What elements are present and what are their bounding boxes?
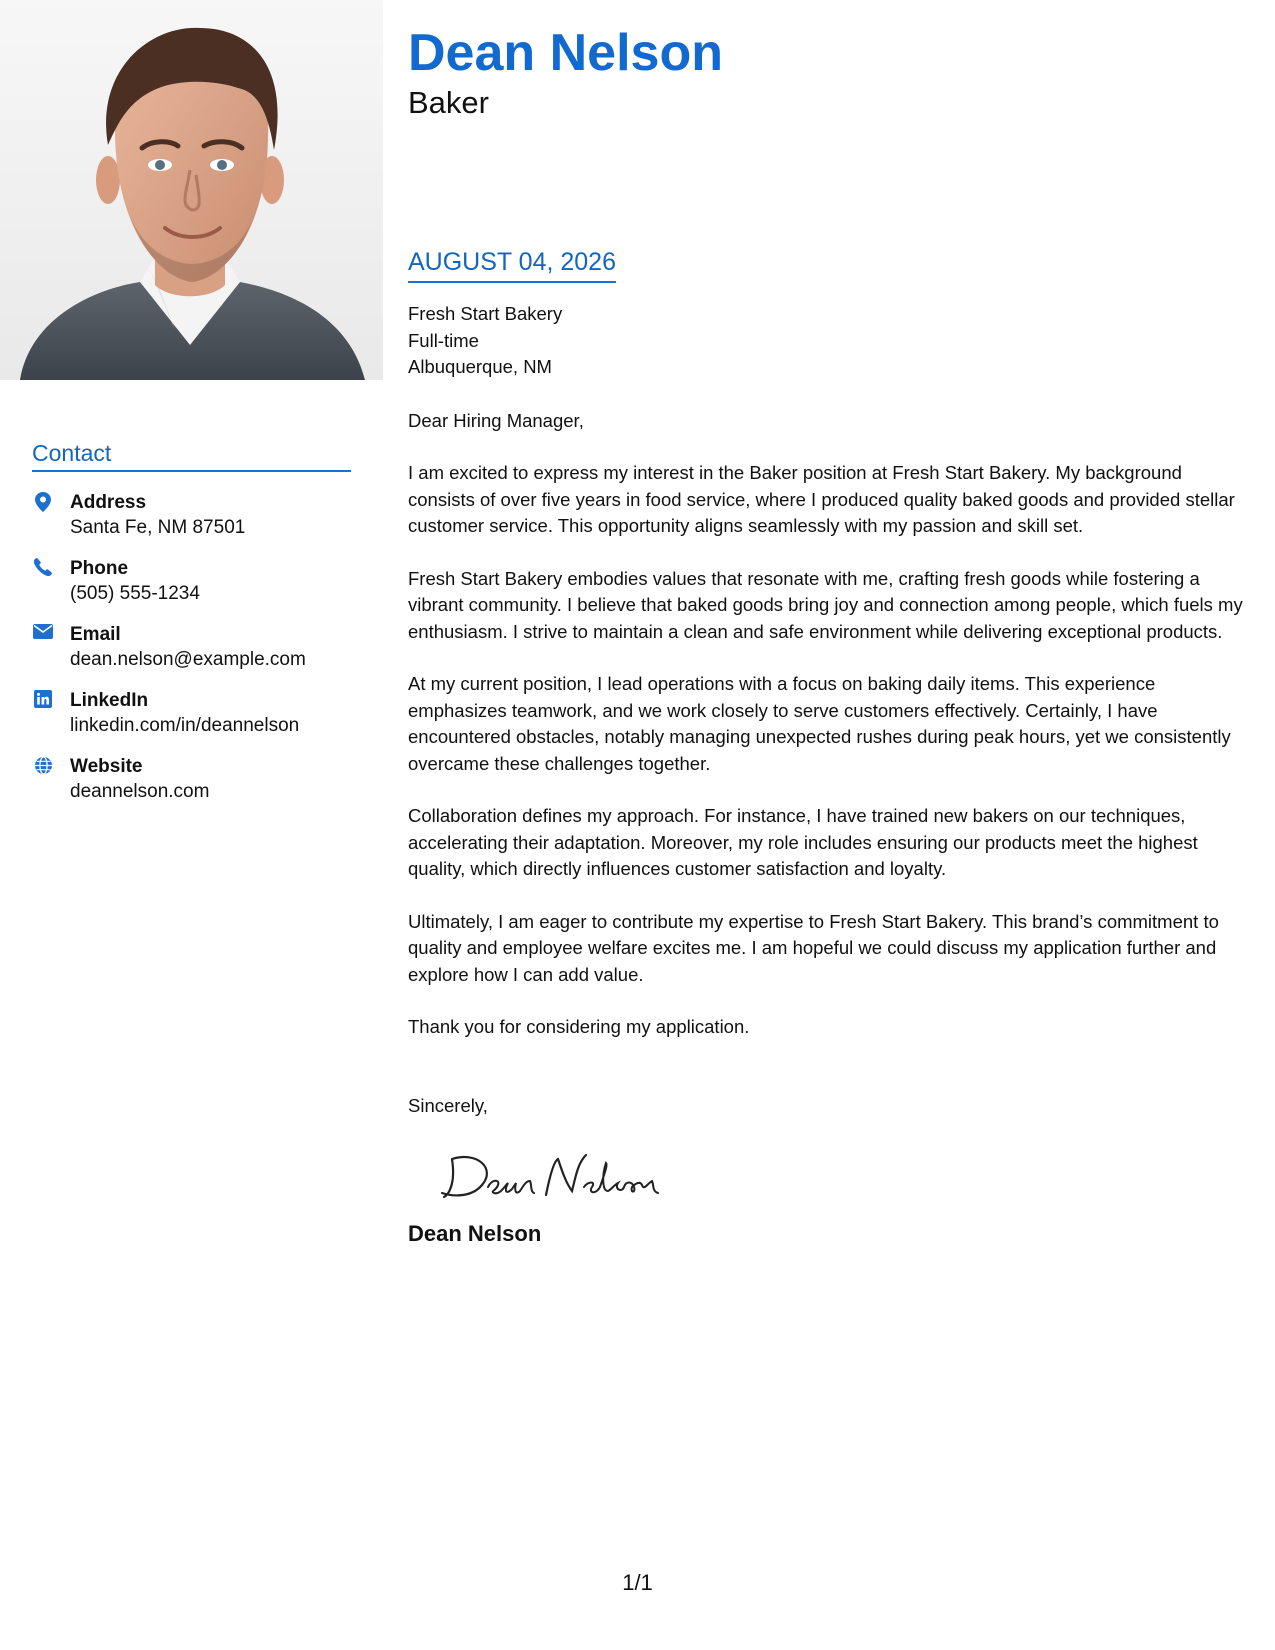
email-value[interactable]: dean.nelson@example.com <box>70 649 306 670</box>
applicant-role: Baker <box>408 85 489 120</box>
contact-list <box>32 490 351 804</box>
address-label: Address <box>70 492 147 513</box>
signer-name: Dean Nelson <box>408 1221 542 1246</box>
contact-section <box>32 440 351 820</box>
letter-column <box>408 22 1253 1247</box>
phone-icon <box>32 556 54 580</box>
contact-item-linkedin <box>32 688 351 738</box>
letter-paragraph: Fresh Start Bakery embodies values that resonate with me, crafting fresh goods while fostering a vibrant community. I believe that baked goods bring joy and connection among people, which fuels my enthusiasm. I strive to maintain a clean and safe environment while delivering exceptional products. <box>408 567 1243 642</box>
letter-paragraph: Ultimately, I am eager to contribute my expertise to Fresh Start Bakery. This brand’s commitment to quality and employee welfare excites me. I am hopeful we could discuss my application further and explore how I can add value. <box>408 910 1219 985</box>
recipient-location: Albuquerque, NM <box>408 356 552 377</box>
applicant-name: Dean Nelson <box>408 24 723 82</box>
salutation: Dear Hiring Manager, <box>408 409 584 431</box>
letter-body <box>408 408 1253 1120</box>
website-label: Website <box>70 756 143 777</box>
address-value: Santa Fe, NM 87501 <box>70 517 246 538</box>
recipient-block <box>408 301 1253 381</box>
handwritten-signature <box>438 1145 1253 1205</box>
letter-paragraph: Collaboration defines my approach. For instance, I have trained new bakers on our techniques, accelerating their adaptation. Moreover, my role includes ensuring our products meet the highest quality, which directly influences customer satisfaction and loyalty. <box>408 805 1198 879</box>
phone-value: (505) 555-1234 <box>70 583 200 604</box>
letter-paragraph: Thank you for considering my application. <box>408 1016 750 1037</box>
website-value[interactable]: deannelson.com <box>70 781 210 802</box>
globe-icon <box>32 754 54 778</box>
date-block <box>408 246 1253 283</box>
contact-item-email <box>32 622 351 672</box>
recipient-job-type: Full-time <box>408 329 479 351</box>
portrait-illustration <box>0 0 383 380</box>
linkedin-icon <box>32 688 54 712</box>
page-number: 1/1 <box>622 1570 653 1595</box>
profile-photo <box>0 0 383 380</box>
letter-paragraph: At my current position, I lead operations with a focus on baking daily items. This experience emphasizes teamwork, and we work closely to serve customers effectively. Certainly, I have encountered obstacles, notably managing unexpected rushes during peak hours, yet we consistently overcame these challenges together. <box>408 673 1231 774</box>
contact-item-address <box>32 490 351 540</box>
linkedin-label: LinkedIn <box>70 690 149 711</box>
linkedin-value[interactable]: linkedin.com/in/deannelson <box>70 715 300 736</box>
contact-item-phone <box>32 556 351 606</box>
contact-heading: Contact <box>32 440 351 472</box>
closing: Sincerely, <box>408 1094 488 1116</box>
envelope-icon <box>32 622 54 646</box>
email-label: Email <box>70 624 121 645</box>
letter-date: AUGUST 04, 2026 <box>408 246 616 283</box>
letter-paragraph: I am excited to express my interest in the Baker position at Fresh Start Bakery. My background consists of over five years in food service, where I produced quality baked goods and provided stellar customer service. This opportunity aligns seamlessly with my passion and skill set. <box>408 462 1235 536</box>
contact-item-website <box>32 754 351 804</box>
recipient-company: Fresh Start Bakery <box>408 303 563 324</box>
phone-label: Phone <box>70 558 129 579</box>
map-pin-icon <box>32 490 54 514</box>
